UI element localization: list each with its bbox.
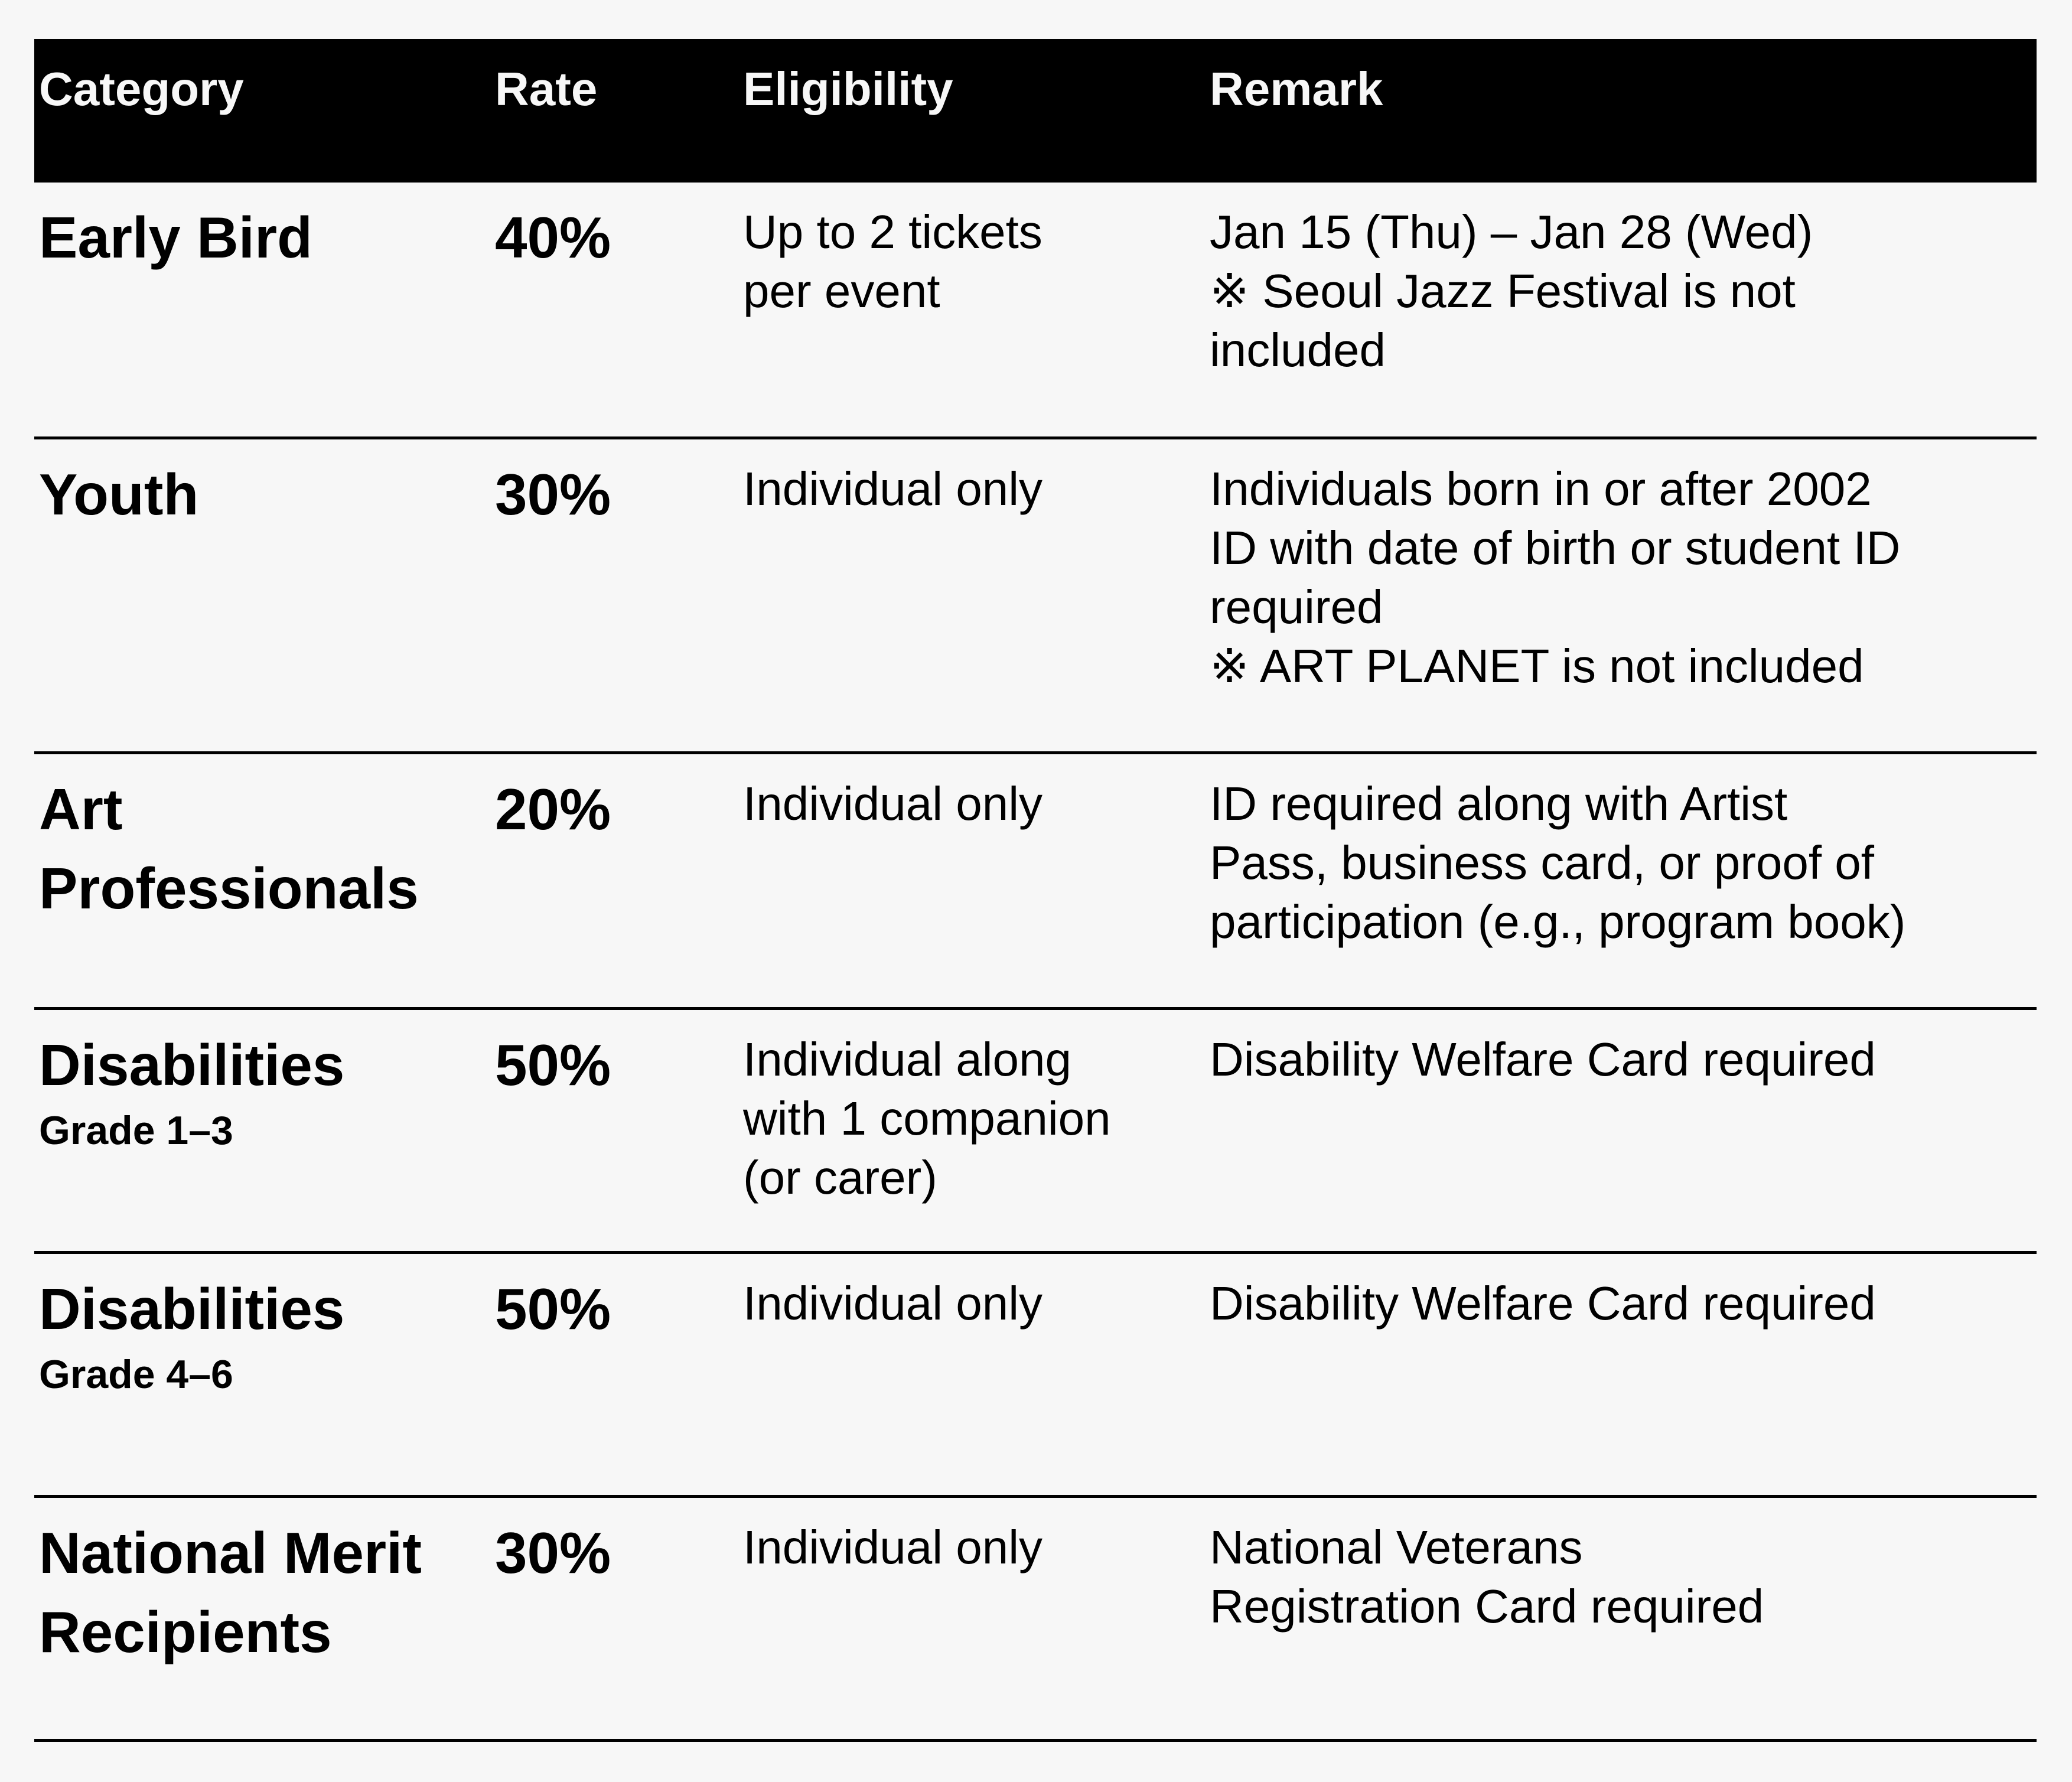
rate-value: 50% bbox=[495, 1032, 611, 1097]
header-eligibility: Eligibility bbox=[743, 63, 953, 115]
remark-text: Disability Welfare Card required bbox=[1210, 1277, 1876, 1330]
eligibility-text: Individual only bbox=[743, 1277, 1042, 1330]
table-row bbox=[34, 754, 2037, 1010]
header-category: Category bbox=[39, 63, 244, 115]
header-remark: Remark bbox=[1210, 63, 1383, 115]
category-name: National Merit Recipients bbox=[39, 1520, 422, 1664]
category-name: Early Bird bbox=[39, 205, 312, 270]
category-cell bbox=[34, 1025, 495, 1251]
rate-value: 20% bbox=[495, 777, 611, 842]
rate-cell bbox=[495, 1513, 743, 1739]
remark-cell bbox=[1210, 455, 2037, 751]
remark-text: National Veterans Registration Card required bbox=[1210, 1521, 1764, 1633]
rate-value: 40% bbox=[495, 205, 611, 270]
remark-cell bbox=[1210, 1269, 2037, 1495]
category-cell bbox=[34, 1513, 495, 1739]
eligibility-cell bbox=[743, 198, 1210, 436]
eligibility-cell bbox=[743, 455, 1210, 751]
category-grade: Grade 1–3 bbox=[39, 1108, 233, 1153]
eligibility-text: Individual only bbox=[743, 1521, 1042, 1573]
rate-cell bbox=[495, 1269, 743, 1495]
table-row bbox=[34, 439, 2037, 754]
category-cell bbox=[34, 770, 495, 1007]
table-row bbox=[34, 1254, 2037, 1498]
eligibility-text: Individual only bbox=[743, 462, 1042, 515]
eligibility-cell bbox=[743, 1513, 1210, 1739]
eligibility-text: Individual along with 1 companion (or carer) bbox=[743, 1033, 1111, 1204]
remark-text: Disability Welfare Card required bbox=[1210, 1033, 1876, 1086]
discount-table bbox=[34, 39, 2037, 1742]
remark-cell bbox=[1210, 770, 2037, 1007]
eligibility-cell bbox=[743, 1269, 1210, 1495]
table-row bbox=[34, 1010, 2037, 1254]
rate-cell bbox=[495, 770, 743, 1007]
category-name: Disabilities bbox=[39, 1276, 345, 1341]
rate-value: 50% bbox=[495, 1276, 611, 1341]
eligibility-text: Individual only bbox=[743, 777, 1042, 830]
rate-value: 30% bbox=[495, 462, 611, 527]
table-header bbox=[34, 39, 2037, 183]
rate-cell bbox=[495, 1025, 743, 1251]
remark-cell bbox=[1210, 198, 2037, 436]
rate-cell bbox=[495, 198, 743, 436]
remark-cell bbox=[1210, 1025, 2037, 1251]
remark-text: Individuals born in or after 2002 ID with date of birth or student ID required ※ ART PLANET is not included bbox=[1210, 462, 1901, 692]
category-cell bbox=[34, 198, 495, 436]
table-row bbox=[34, 1498, 2037, 1742]
eligibility-cell bbox=[743, 770, 1210, 1007]
rate-value: 30% bbox=[495, 1520, 611, 1585]
table-row bbox=[34, 183, 2037, 439]
category-cell bbox=[34, 455, 495, 751]
category-cell bbox=[34, 1269, 495, 1495]
category-name: Art Professionals bbox=[39, 777, 419, 921]
remark-text: ID required along with Artist Pass, business card, or proof of participation (e.g., program book) bbox=[1210, 777, 1906, 948]
category-name: Youth bbox=[39, 462, 199, 527]
category-name: Disabilities bbox=[39, 1032, 345, 1097]
header-rate: Rate bbox=[495, 63, 598, 115]
remark-text: Jan 15 (Thu) – Jan 28 (Wed) ※ Seoul Jazz Festival is not included bbox=[1210, 206, 1813, 376]
eligibility-text: Up to 2 tickets per event bbox=[743, 206, 1042, 317]
category-grade: Grade 4–6 bbox=[39, 1352, 233, 1397]
eligibility-cell bbox=[743, 1025, 1210, 1251]
remark-cell bbox=[1210, 1513, 2037, 1739]
rate-cell bbox=[495, 455, 743, 751]
